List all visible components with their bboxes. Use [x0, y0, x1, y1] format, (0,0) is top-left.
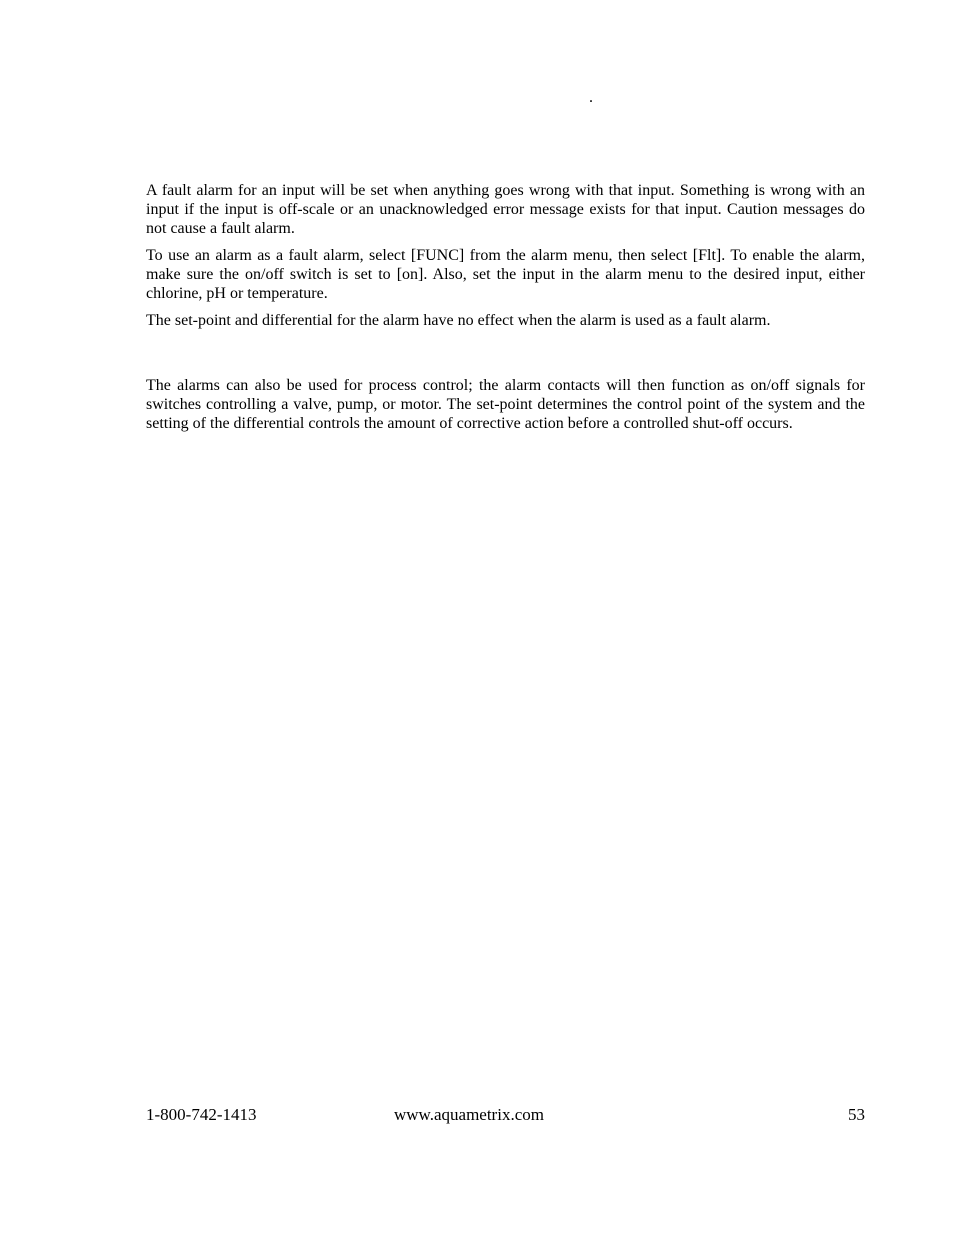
paragraph-fault-alarm-setup: To use an alarm as a fault alarm, select [FUNC] from the alarm menu, then select [Flt]. To enable the alarm, make sure the on/off switch is set to [on]. Also, set the input in the alarm menu to the desired input, either chlorine, pH or temperature. [146, 247, 865, 302]
footer-website: www.aquametrix.com [394, 1105, 544, 1124]
document-body [146, 181, 865, 433]
page-footer [146, 1104, 865, 1126]
footer-phone: 1-800-742-1413 [146, 1105, 257, 1124]
page-number: 53 [848, 1105, 865, 1124]
paragraph-process-control: The alarms can also be used for process control; the alarm contacts will then function as on/off signals for switches controlling a valve, pump, or motor. The set-point determines the control point of the system and the setting of the differential controls the amount of corrective action before a controlled shut-off occurs. [146, 377, 865, 432]
paragraph-fault-alarm-definition: A fault alarm for an input will be set when anything goes wrong with that input. Something is wrong with an input if the input is off-scale or an unacknowledged error message exists for that input. Caution messages do not cause a fault alarm. [146, 182, 865, 237]
header-dot: . [589, 89, 593, 106]
paragraph-setpoint-note: The set-point and differential for the alarm have no effect when the alarm is used as a fault alarm. [146, 312, 771, 329]
